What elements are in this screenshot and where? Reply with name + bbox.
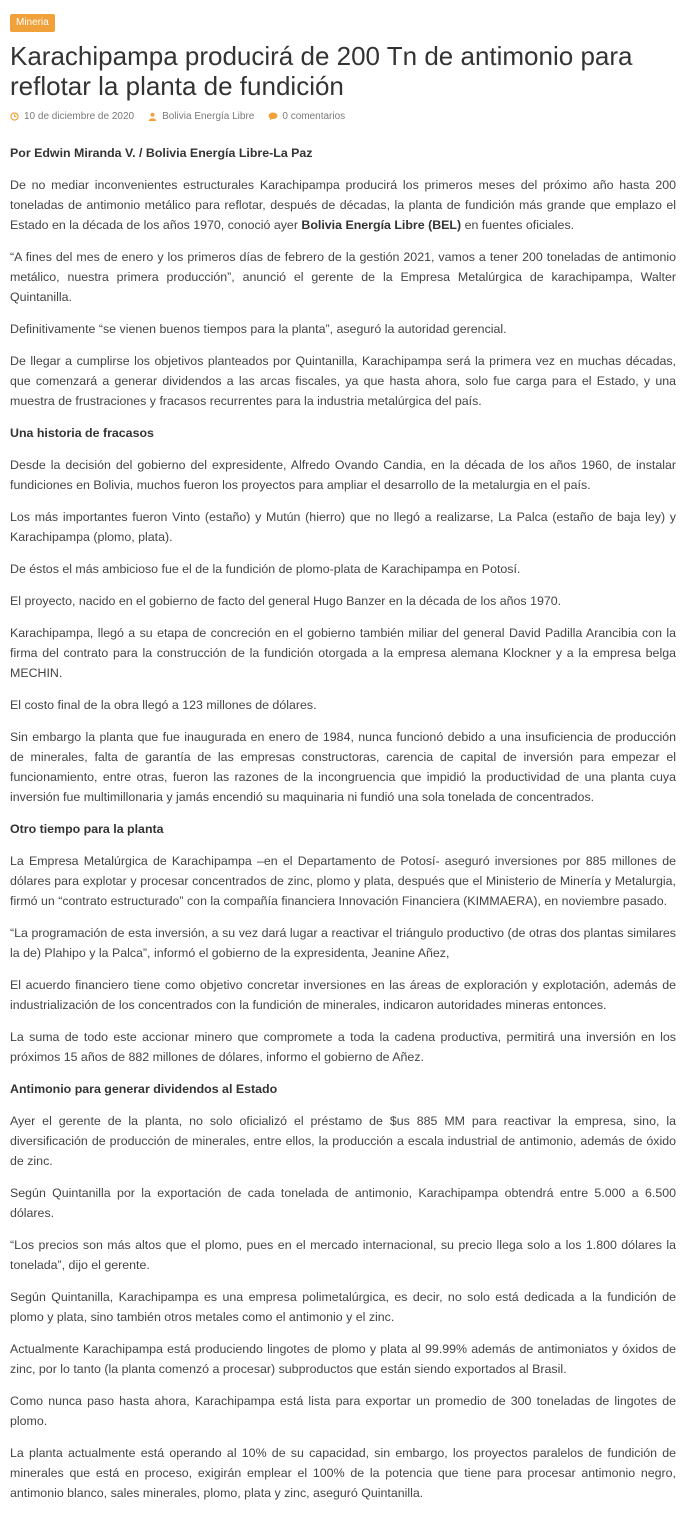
clock-icon <box>10 112 19 121</box>
category-badge[interactable]: Mineria <box>10 14 55 32</box>
paragraph-intro <box>10 175 676 235</box>
paragraph: La planta actualmente está operando al 10% de su capacidad, sin embargo, los proyectos paralelos de fundición de minerales que está en proceso, exigirán emplear el 100% de la potencia que tiene para procesar antimonio negro, antimonio blanco, sales minerales, plomo, plata y zinc, aseguró Quintanilla. <box>10 1446 676 1500</box>
paragraph: Karachipampa, llegó a su etapa de concreción en el gobierno también miliar del general David Padilla Arancibia con la firma del contrato para la construcción de la fundición otorgada a la empresa alemana Klockner y a la empresa belga MECHIN. <box>10 626 676 680</box>
article-title: Karachipampa producirá de 200 Tn de antimonio para reflotar la planta de fundición <box>10 41 633 101</box>
paragraph: Sin embargo la planta que fue inaugurada en enero de 1984, nunca funcionó debido a una insuficiencia de producción de minerales, falta de garantía de las empresas constructoras, carencia de capital de inversión para empezar el funcionamiento, entre otras, fueron las razones de la incongruencia que impidió la productividad de una planta cuya inversión fue multimillonaria y jamás encendió su maquinaria ni fundió una sola tonelada de concentrados. <box>10 730 676 804</box>
paragraph: Como nunca paso hasta ahora, Karachipampa está lista para exportar un promedio de 300 toneladas de lingotes de plomo. <box>10 1394 676 1428</box>
meta-date-text: 10 de diciembre de 2020 <box>24 110 135 122</box>
paragraph: Definitivamente “se vienen buenos tiempos para la planta”, aseguró la autoridad gerencial. <box>10 322 507 336</box>
paragraph: Los más importantes fueron Vinto (estaño) y Mutún (hierro) que no llegó a realizarse, La Palca (estaño de baja ley) y Karachipampa (plomo, plata). <box>10 510 676 544</box>
paragraph: De éstos el más ambicioso fue el de la fundición de plomo-plata de Karachipampa en Potosí. <box>10 562 521 576</box>
paragraph: Ayer el gerente de la planta, no solo oficializó el préstamo de $us 885 MM para reactivar la empresa, sino, la diversificación de producción de minerales, entre ellos, la producción a escala industrial de antimonio, además de óxido de zinc. <box>10 1114 676 1168</box>
meta-comments[interactable] <box>268 111 345 122</box>
paragraph: Actualmente Karachipampa está produciendo lingotes de plomo y plata al 99.99% además de antimoniatos y óxidos de zinc, por lo tanto (la planta comenzó a procesar) subproductos que están siendo exportados al Brasil. <box>10 1342 676 1376</box>
intro-text-before: De no mediar inconvenientes estructurales Karachipampa producirá los primeros meses del próximo año hasta 200 toneladas de antimonio metálico para reflotar, después de décadas, la planta de fundición más grande que emplazo el Estado en la década de los años 1970, conoció ayer <box>10 178 676 232</box>
paragraph: El proyecto, nacido en el gobierno de facto del general Hugo Banzer en la década de los años 1970. <box>10 594 562 608</box>
paragraph: Según Quintanilla, Karachipampa es una empresa polimetalúrgica, es decir, no solo está dedicada a la fundición de plomo y plata, sino también otros metales como el antimonio y el zinc. <box>10 1290 676 1324</box>
comment-icon <box>268 112 277 121</box>
meta-author[interactable] <box>148 111 254 122</box>
paragraph: “La programación de esta inversión, a su vez dará lugar a reactivar el triángulo productivo (de otras dos plantas similares la de) Plahipo y la Palca”, informó el gobierno de la expresidenta, Jeanine Añez, <box>10 926 676 960</box>
section-heading: Una historia de fracasos <box>10 426 154 440</box>
intro-text-after: en fuentes oficiales. <box>461 218 575 232</box>
paragraph: La Empresa Metalúrgica de Karachipampa –en el Departamento de Potosí- aseguró inversiones por 885 millones de dólares para explotar y procesar concentrados de zinc, plomo y plata, después que el Ministerio de Minería y Metalurgia, firmó un “contrato estructurado” con la compañía financiera Innovación Financiera (KIMMAERA), en noviembre pasado. <box>10 854 676 908</box>
paragraph: “Los precios son más altos que el plomo, pues en el mercado internacional, su precio llega solo a los 1.800 dólares la tonelada”, dijo el gerente. <box>10 1238 676 1272</box>
article-meta <box>10 109 676 123</box>
paragraph: “A fines del mes de enero y los primeros días de febrero de la gestión 2021, vamos a tener 200 toneladas de antimonio metálico, nuestra primera producción”, anunció el gerente de la Empresa Metalúrgica de karachipampa, Walter Quintanilla. <box>10 250 676 304</box>
paragraph: La suma de todo este accionar minero que compromete a toda la cadena productiva, permitirá una inversión en los próximos 15 años de 882 millones de dólares, informo el gobierno de Añez. <box>10 1030 676 1064</box>
paragraph: Según Quintanilla por la exportación de cada tonelada de antimonio, Karachipampa obtendrá entre 5.000 a 6.500 dólares. <box>10 1186 676 1220</box>
paragraph: El acuerdo financiero tiene como objetivo concretar inversiones en las áreas de exploración y explotación, además de industrialización de los concentrados con la fundición de minerales, indicaron autoridades mineras entonces. <box>10 978 676 1012</box>
meta-author-text: Bolivia Energía Libre <box>162 110 255 122</box>
article-body <box>10 143 676 1503</box>
user-icon <box>148 112 157 121</box>
byline: Por Edwin Miranda V. / Bolivia Energía Libre-La Paz <box>10 146 313 160</box>
meta-comments-text: 0 comentarios <box>282 110 346 122</box>
paragraph: Desde la decisión del gobierno del expresidente, Alfredo Ovando Candia, en la década de los años 1960, de instalar fundiciones en Bolivia, muchos fueron los proyectos para ampliar el desarrollo de la metalurgia en el país. <box>10 458 676 492</box>
meta-date[interactable] <box>10 111 134 122</box>
section-heading: Antimonio para generar dividendos al Estado <box>10 1082 278 1096</box>
intro-source: Bolivia Energía Libre (BEL) <box>301 218 462 232</box>
paragraph: De llegar a cumplirse los objetivos planteados por Quintanilla, Karachipampa será la primera vez en muchas décadas, que comenzará a generar dividendos a las arcas fiscales, ya que hasta ahora, solo fue carga para el Estado, y una muestra de frustraciones y fracasos recurrentes para la industria metalúrgica del país. <box>10 354 676 408</box>
section-heading: Otro tiempo para la planta <box>10 822 164 836</box>
paragraph: El costo final de la obra llegó a 123 millones de dólares. <box>10 698 317 712</box>
